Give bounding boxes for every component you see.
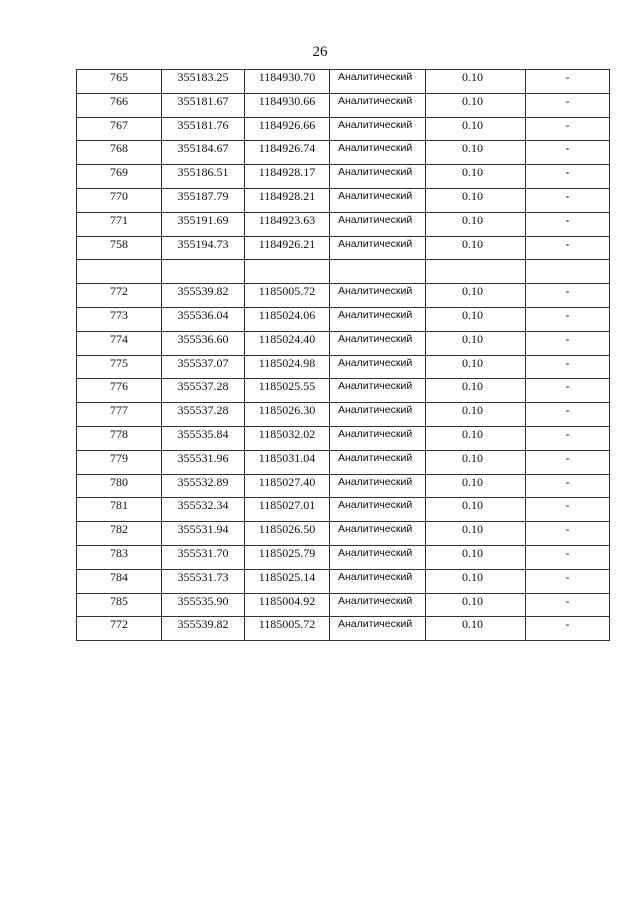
method-cell: Аналитический: [330, 379, 426, 403]
method-cell: Аналитический: [330, 212, 426, 236]
x-coordinate-cell: 355536.04: [162, 307, 245, 331]
note-cell: [526, 260, 610, 284]
method-cell: Аналитический: [330, 522, 426, 546]
table-row: [77, 522, 610, 546]
y-coordinate-cell: 1185024.40: [245, 331, 330, 355]
accuracy-cell: 0.10: [426, 450, 526, 474]
x-coordinate-cell: 355535.84: [162, 426, 245, 450]
accuracy-cell: 0.10: [426, 188, 526, 212]
note-cell: -: [526, 236, 610, 260]
x-coordinate-cell: 355183.25: [162, 70, 245, 94]
point-number-cell: 770: [77, 188, 162, 212]
table-row: [77, 593, 610, 617]
coordinates-table: [76, 69, 610, 641]
note-cell: -: [526, 331, 610, 355]
point-number-cell: [77, 260, 162, 284]
note-cell: -: [526, 141, 610, 165]
point-number-cell: 775: [77, 355, 162, 379]
point-number-cell: 782: [77, 522, 162, 546]
point-number-cell: 778: [77, 426, 162, 450]
note-cell: -: [526, 93, 610, 117]
accuracy-cell: 0.10: [426, 93, 526, 117]
point-number-cell: 768: [77, 141, 162, 165]
method-cell: Аналитический: [330, 426, 426, 450]
point-number-cell: 780: [77, 474, 162, 498]
x-coordinate-cell: 355537.28: [162, 379, 245, 403]
accuracy-cell: 0.10: [426, 498, 526, 522]
note-cell: -: [526, 617, 610, 641]
y-coordinate-cell: 1185025.55: [245, 379, 330, 403]
method-cell: Аналитический: [330, 93, 426, 117]
x-coordinate-cell: 355532.89: [162, 474, 245, 498]
table-row: [77, 450, 610, 474]
x-coordinate-cell: 355539.82: [162, 284, 245, 308]
note-cell: -: [526, 212, 610, 236]
accuracy-cell: 0.10: [426, 212, 526, 236]
table-row: [77, 569, 610, 593]
coordinates-table-body: [77, 70, 610, 641]
x-coordinate-cell: 355194.73: [162, 236, 245, 260]
y-coordinate-cell: 1185005.72: [245, 617, 330, 641]
point-number-cell: 765: [77, 70, 162, 94]
method-cell: Аналитический: [330, 307, 426, 331]
table-row: [77, 165, 610, 189]
table-row: [77, 498, 610, 522]
accuracy-cell: 0.10: [426, 617, 526, 641]
point-number-cell: 767: [77, 117, 162, 141]
y-coordinate-cell: 1184930.70: [245, 70, 330, 94]
table-row: [77, 355, 610, 379]
accuracy-cell: [426, 260, 526, 284]
y-coordinate-cell: 1185024.06: [245, 307, 330, 331]
table-row: [77, 117, 610, 141]
y-coordinate-cell: 1185032.02: [245, 426, 330, 450]
method-cell: Аналитический: [330, 498, 426, 522]
point-number-cell: 781: [77, 498, 162, 522]
table-row-empty: [77, 260, 610, 284]
method-cell: Аналитический: [330, 403, 426, 427]
point-number-cell: 766: [77, 93, 162, 117]
accuracy-cell: 0.10: [426, 284, 526, 308]
point-number-cell: 784: [77, 569, 162, 593]
table-row: [77, 403, 610, 427]
note-cell: -: [526, 379, 610, 403]
x-coordinate-cell: 355536.60: [162, 331, 245, 355]
accuracy-cell: 0.10: [426, 474, 526, 498]
y-coordinate-cell: 1185025.14: [245, 569, 330, 593]
x-coordinate-cell: 355181.67: [162, 93, 245, 117]
table-row: [77, 474, 610, 498]
note-cell: -: [526, 545, 610, 569]
note-cell: -: [526, 165, 610, 189]
table-row: [77, 426, 610, 450]
table-row: [77, 307, 610, 331]
note-cell: -: [526, 307, 610, 331]
point-number-cell: 773: [77, 307, 162, 331]
table-row: [77, 617, 610, 641]
accuracy-cell: 0.10: [426, 355, 526, 379]
note-cell: -: [526, 70, 610, 94]
x-coordinate-cell: [162, 260, 245, 284]
x-coordinate-cell: 355186.51: [162, 165, 245, 189]
y-coordinate-cell: 1185031.04: [245, 450, 330, 474]
x-coordinate-cell: 355531.70: [162, 545, 245, 569]
accuracy-cell: 0.10: [426, 331, 526, 355]
note-cell: -: [526, 355, 610, 379]
x-coordinate-cell: 355531.73: [162, 569, 245, 593]
y-coordinate-cell: [245, 260, 330, 284]
method-cell: Аналитический: [330, 545, 426, 569]
y-coordinate-cell: 1185025.79: [245, 545, 330, 569]
method-cell: Аналитический: [330, 474, 426, 498]
method-cell: [330, 260, 426, 284]
method-cell: Аналитический: [330, 593, 426, 617]
note-cell: -: [526, 522, 610, 546]
point-number-cell: 777: [77, 403, 162, 427]
accuracy-cell: 0.10: [426, 70, 526, 94]
table-row: [77, 379, 610, 403]
table-row: [77, 141, 610, 165]
accuracy-cell: 0.10: [426, 426, 526, 450]
method-cell: Аналитический: [330, 141, 426, 165]
y-coordinate-cell: 1185027.40: [245, 474, 330, 498]
note-cell: -: [526, 593, 610, 617]
point-number-cell: 771: [77, 212, 162, 236]
method-cell: Аналитический: [330, 117, 426, 141]
y-coordinate-cell: 1185027.01: [245, 498, 330, 522]
method-cell: Аналитический: [330, 331, 426, 355]
table-row: [77, 93, 610, 117]
point-number-cell: 758: [77, 236, 162, 260]
accuracy-cell: 0.10: [426, 522, 526, 546]
note-cell: -: [526, 188, 610, 212]
note-cell: -: [526, 284, 610, 308]
x-coordinate-cell: 355539.82: [162, 617, 245, 641]
accuracy-cell: 0.10: [426, 236, 526, 260]
note-cell: -: [526, 569, 610, 593]
accuracy-cell: 0.10: [426, 593, 526, 617]
accuracy-cell: 0.10: [426, 117, 526, 141]
accuracy-cell: 0.10: [426, 307, 526, 331]
point-number-cell: 785: [77, 593, 162, 617]
accuracy-cell: 0.10: [426, 141, 526, 165]
x-coordinate-cell: 355187.79: [162, 188, 245, 212]
point-number-cell: 769: [77, 165, 162, 189]
y-coordinate-cell: 1185024.98: [245, 355, 330, 379]
y-coordinate-cell: 1184930.66: [245, 93, 330, 117]
x-coordinate-cell: 355537.07: [162, 355, 245, 379]
x-coordinate-cell: 355535.90: [162, 593, 245, 617]
x-coordinate-cell: 355532.34: [162, 498, 245, 522]
point-number-cell: 772: [77, 284, 162, 308]
note-cell: -: [526, 426, 610, 450]
y-coordinate-cell: 1184928.21: [245, 188, 330, 212]
page-number: 26: [312, 44, 328, 60]
accuracy-cell: 0.10: [426, 403, 526, 427]
point-number-cell: 779: [77, 450, 162, 474]
note-cell: -: [526, 474, 610, 498]
table-row: [77, 70, 610, 94]
method-cell: Аналитический: [330, 450, 426, 474]
table-row: [77, 284, 610, 308]
method-cell: Аналитический: [330, 569, 426, 593]
note-cell: -: [526, 403, 610, 427]
point-number-cell: 774: [77, 331, 162, 355]
table-row: [77, 236, 610, 260]
y-coordinate-cell: 1185005.72: [245, 284, 330, 308]
y-coordinate-cell: 1185004.92: [245, 593, 330, 617]
x-coordinate-cell: 355537.28: [162, 403, 245, 427]
accuracy-cell: 0.10: [426, 165, 526, 189]
method-cell: Аналитический: [330, 617, 426, 641]
accuracy-cell: 0.10: [426, 379, 526, 403]
x-coordinate-cell: 355191.69: [162, 212, 245, 236]
note-cell: -: [526, 498, 610, 522]
table-row: [77, 212, 610, 236]
y-coordinate-cell: 1185026.50: [245, 522, 330, 546]
y-coordinate-cell: 1184923.63: [245, 212, 330, 236]
y-coordinate-cell: 1184926.74: [245, 141, 330, 165]
table-row: [77, 545, 610, 569]
accuracy-cell: 0.10: [426, 569, 526, 593]
method-cell: Аналитический: [330, 70, 426, 94]
y-coordinate-cell: 1185026.30: [245, 403, 330, 427]
table-row: [77, 188, 610, 212]
x-coordinate-cell: 355181.76: [162, 117, 245, 141]
y-coordinate-cell: 1184928.17: [245, 165, 330, 189]
method-cell: Аналитический: [330, 188, 426, 212]
x-coordinate-cell: 355531.96: [162, 450, 245, 474]
method-cell: Аналитический: [330, 284, 426, 308]
method-cell: Аналитический: [330, 165, 426, 189]
method-cell: Аналитический: [330, 355, 426, 379]
y-coordinate-cell: 1184926.21: [245, 236, 330, 260]
point-number-cell: 776: [77, 379, 162, 403]
x-coordinate-cell: 355531.94: [162, 522, 245, 546]
accuracy-cell: 0.10: [426, 545, 526, 569]
point-number-cell: 783: [77, 545, 162, 569]
x-coordinate-cell: 355184.67: [162, 141, 245, 165]
y-coordinate-cell: 1184926.66: [245, 117, 330, 141]
note-cell: -: [526, 117, 610, 141]
table-row: [77, 331, 610, 355]
method-cell: Аналитический: [330, 236, 426, 260]
note-cell: -: [526, 450, 610, 474]
point-number-cell: 772: [77, 617, 162, 641]
